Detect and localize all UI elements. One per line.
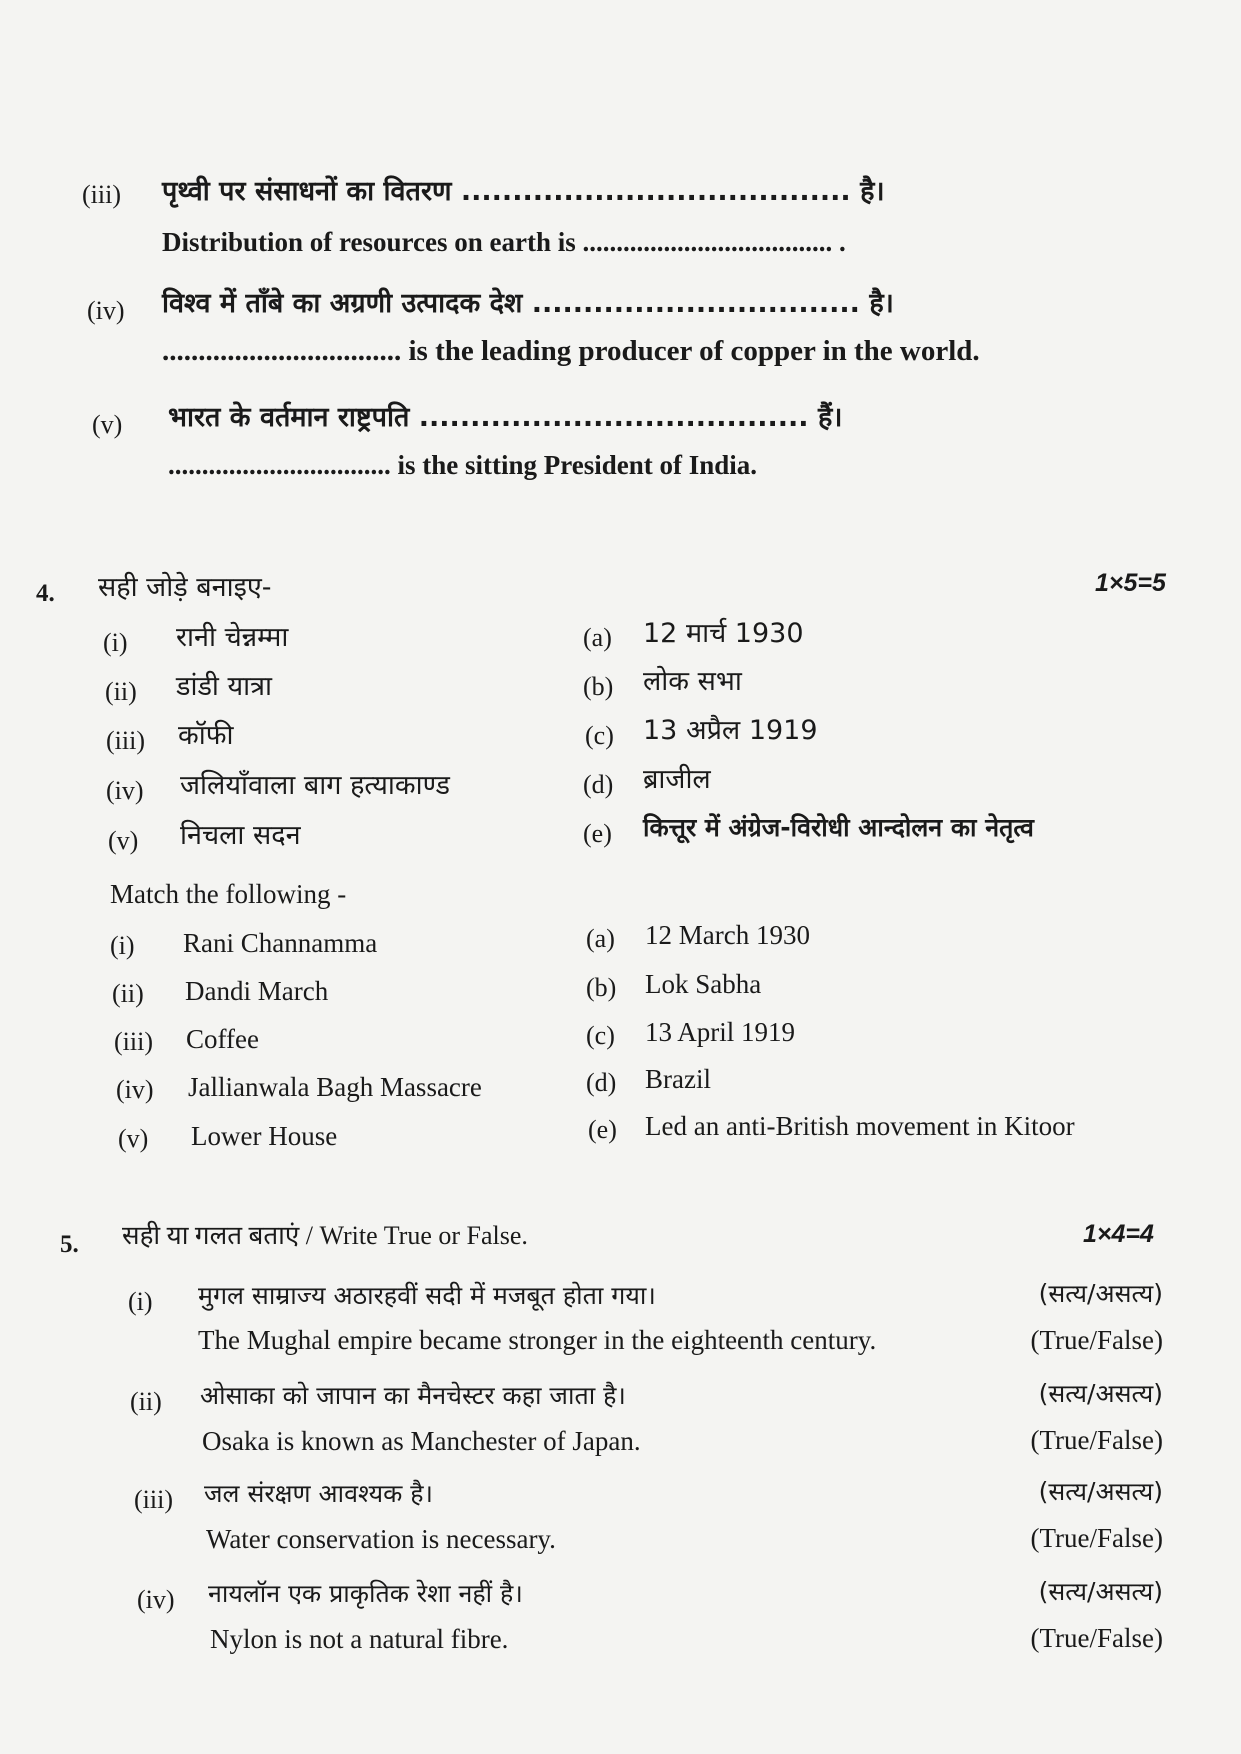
q3-item-hindi: विश्व में ताँबे का अग्रणी उत्पादक देश ................................ है। bbox=[162, 288, 894, 319]
list-item-letter: (d) bbox=[583, 770, 614, 799]
list-item-number: (iii) bbox=[114, 1027, 153, 1056]
list-item-letter: (d) bbox=[586, 1068, 617, 1097]
list-item-text: लोक सभा bbox=[643, 666, 742, 697]
list-item-text: निचला सदन bbox=[180, 820, 301, 851]
q4-title-english: Match the following - bbox=[110, 879, 347, 909]
list-item-text: जलियाँवाला बाग हत्याकाण्ड bbox=[180, 770, 450, 801]
q5-item-hindi: ओसाका को जापान का मैनचेस्टर कहा जाता है। bbox=[200, 1381, 626, 1410]
list-item-text: कॉफी bbox=[178, 720, 234, 751]
list-item-text: 13 अप्रैल 1919 bbox=[643, 715, 818, 746]
q5-item-english: Osaka is known as Manchester of Japan. bbox=[202, 1426, 641, 1456]
q5-item-english-option: (True/False) bbox=[1030, 1523, 1163, 1553]
list-item-text: Coffee bbox=[186, 1024, 259, 1054]
q5-item-hindi: नायलॉन एक प्राकृतिक रेशा नहीं है। bbox=[208, 1579, 523, 1608]
q3-item-hindi: भारत के वर्तमान राष्ट्रपति ...................................... हैं। bbox=[168, 402, 843, 433]
q5-item-hindi-option: (सत्य/असत्य) bbox=[1038, 1279, 1163, 1308]
q5-item-number: (iv) bbox=[137, 1585, 175, 1614]
q5-item-english: Nylon is not a natural fibre. bbox=[210, 1624, 509, 1654]
list-item-number: (iii) bbox=[106, 726, 145, 755]
q5-title: सही या गलत बताएं / Write True or False. bbox=[122, 1221, 528, 1250]
list-item-text: Dandi March bbox=[185, 976, 329, 1006]
list-item-letter: (e) bbox=[588, 1115, 617, 1144]
q5-item-number: (i) bbox=[128, 1287, 153, 1316]
list-item-number: (i) bbox=[110, 931, 135, 960]
list-item-letter: (e) bbox=[583, 819, 612, 848]
q5-item-english-option: (True/False) bbox=[1030, 1425, 1163, 1455]
q5-item-number: (ii) bbox=[130, 1387, 162, 1416]
list-item-text: 12 मार्च 1930 bbox=[643, 618, 804, 649]
q3-item-hindi: पृथ्वी पर संसाधनों का वितरण ...................................... है। bbox=[162, 176, 885, 207]
q3-item-number: (iv) bbox=[87, 296, 125, 325]
q4-marks: 1×5=5 bbox=[1095, 569, 1166, 597]
q3-item-number: (iii) bbox=[82, 180, 121, 209]
q3-item-number: (v) bbox=[92, 410, 123, 439]
list-item-number: (i) bbox=[103, 628, 128, 657]
list-item-text: कित्तूर में अंग्रेज-विरोधी आन्दोलन का नेतृत्व bbox=[643, 813, 1034, 842]
list-item-letter: (c) bbox=[586, 1021, 615, 1050]
q5-item-english: Water conservation is necessary. bbox=[206, 1524, 556, 1554]
q5-marks: 1×4=4 bbox=[1083, 1220, 1154, 1248]
q5-item-hindi-option: (सत्य/असत्य) bbox=[1038, 1477, 1163, 1506]
list-item-text: Jallianwala Bagh Massacre bbox=[188, 1072, 482, 1102]
list-item-letter: (b) bbox=[583, 672, 614, 701]
list-item-text: Brazil bbox=[645, 1064, 711, 1094]
list-item-text: Lok Sabha bbox=[645, 969, 762, 999]
q5-number: 5. bbox=[60, 1231, 79, 1258]
list-item-text: Lower House bbox=[191, 1121, 338, 1151]
q3-item-english: ................................. is the sitting President of India. bbox=[168, 450, 758, 480]
list-item-number: (ii) bbox=[105, 677, 137, 706]
q5-item-english-option: (True/False) bbox=[1030, 1325, 1163, 1355]
q5-item-hindi-option: (सत्य/असत्य) bbox=[1038, 1379, 1163, 1408]
list-item-text: डांडी यात्रा bbox=[176, 671, 273, 702]
q3-item-english: ................................. is the leading producer of copper in the world. bbox=[162, 335, 980, 367]
list-item-letter: (b) bbox=[586, 973, 617, 1002]
list-item-letter: (a) bbox=[586, 924, 615, 953]
q3-item-english: Distribution of resources on earth is ..................................... . bbox=[162, 227, 846, 257]
list-item-number: (v) bbox=[108, 826, 139, 855]
q5-item-hindi: जल संरक्षण आवश्यक है। bbox=[204, 1479, 433, 1508]
q5-item-hindi: मुगल साम्राज्य अठारहवीं सदी में मजबूत होता गया। bbox=[198, 1281, 656, 1310]
list-item-text: 13 April 1919 bbox=[645, 1017, 796, 1047]
list-item-letter: (a) bbox=[583, 623, 612, 652]
list-item-number: (ii) bbox=[112, 979, 144, 1008]
list-item-text: ब्राजील bbox=[643, 764, 711, 795]
list-item-text: रानी चेन्नम्मा bbox=[176, 622, 289, 653]
list-item-number: (iv) bbox=[106, 776, 144, 805]
q4-title-hindi: सही जोड़े बनाइए- bbox=[98, 572, 272, 603]
list-item-text: Led an anti-British movement in Kitoor bbox=[645, 1111, 1075, 1141]
list-item-text: Rani Channamma bbox=[183, 928, 378, 958]
q5-item-hindi-option: (सत्य/असत्य) bbox=[1038, 1577, 1163, 1606]
q5-item-number: (iii) bbox=[134, 1485, 173, 1514]
q5-item-english: The Mughal empire became stronger in the eighteenth century. bbox=[198, 1325, 877, 1355]
q5-item-english-option: (True/False) bbox=[1030, 1623, 1163, 1653]
q4-number: 4. bbox=[36, 580, 55, 607]
list-item-letter: (c) bbox=[585, 721, 614, 750]
list-item-number: (v) bbox=[118, 1124, 149, 1153]
list-item-text: 12 March 1930 bbox=[645, 920, 810, 950]
list-item-number: (iv) bbox=[116, 1075, 154, 1104]
